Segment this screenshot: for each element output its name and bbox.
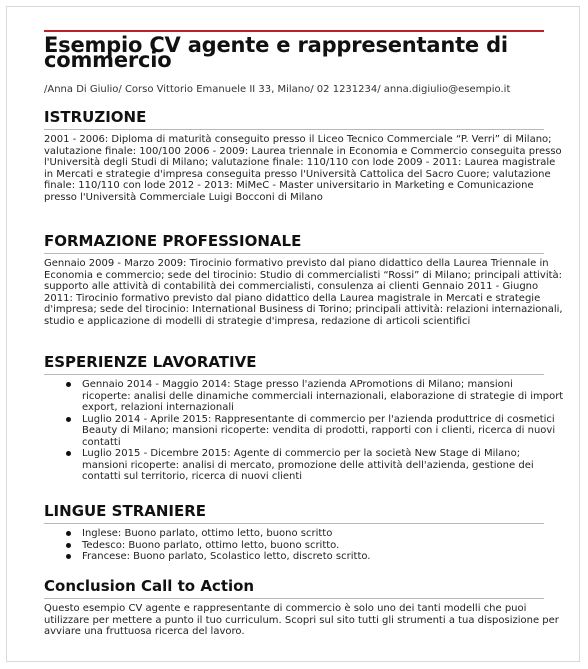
section-heading: FORMAZIONE PROFESSIONALE xyxy=(44,232,302,250)
list-item: Inglese: Buono parlato, ottimo letto, buono scritto xyxy=(82,528,564,540)
section-heading: LINGUE STRANIERE xyxy=(44,502,207,520)
section-heading: ESPERIENZE LAVORATIVE xyxy=(44,353,257,371)
section-conclusion xyxy=(44,577,564,638)
list-item: Gennaio 2014 - Maggio 2014: Stage presso l'azienda APromotions di Milano; mansioni ricoperte: analisi delle dinamiche commerciali internazionali, elaborazione di strategie di import export, relazioni internazionali xyxy=(82,379,564,413)
divider xyxy=(44,374,544,375)
list-item: Tedesco: Buono parlato, ottimo letto, buono scritto. xyxy=(82,540,564,552)
section-lingue xyxy=(44,502,564,563)
section-text: 2001 - 2006: Diploma di maturità conseguito presso il Liceo Tecnico Commerciale “P. Verri” di Milano; valutazione finale: 100/100 2006 - 2009: Laurea triennale in Economia e Commercio conseguita presso l'Università degli Studi di Milano; valutazione finale: 110/110 con lode 2009 - 2011: Laurea magistrale in Mercati e strategie d'impresa conseguita presso l'Università Cattolica del Sacro Cuore; valutazione finale: 110/110 con lode 2012 - 2013: MiMeC - Master universitario in Marketing e Comunicazione presso l'Università Commerciale Luigi Bocconi di Milano xyxy=(44,134,562,203)
page-title: Esempio CV agente e rappresentante di commercio xyxy=(44,33,508,72)
section-heading: ISTRUZIONE xyxy=(44,108,147,126)
section-formazione xyxy=(44,232,564,327)
list-item: Luglio 2015 - Dicembre 2015: Agente di commercio per la società New Stage di Milano; mansioni ricoperte: analisi di mercato, promozione delle attività dell'azienda, gestione dei contatti sul territorio, ricerca di nuovi clienti xyxy=(82,448,564,483)
section-text: Gennaio 2009 - Marzo 2009: Tirocinio formativo previsto dal piano didattico della Laurea Triennale in Economia e commercio; sede del tirocinio: Studio di commercialisti “Rossi” di Milano; principali attività: supporto alle attività di contabilità dei commercialisti, consulenza ai clienti Gennaio 2011 - Giugno 2011: Tirocinio formativo previsto dal piano didattico della Laurea magistrale in Mercati e strategie d'impresa; sede del tirocinio: International Business di Torino; principali attività: relazioni internazionali, studio e applicazione di modelli di strategie d'impresa, redazione di articoli scientifici xyxy=(44,258,563,327)
divider xyxy=(44,598,544,599)
contact-info: /Anna Di Giulio/ Corso Vittorio Emanuele II 33, Milano/ 02 1231234/ anna.digiulio@esempio.it xyxy=(44,84,511,95)
divider xyxy=(44,129,544,130)
divider xyxy=(44,253,544,254)
section-istruzione xyxy=(44,108,564,203)
divider xyxy=(44,523,544,524)
section-heading: Conclusion Call to Action xyxy=(44,577,255,595)
section-esperienze xyxy=(44,353,564,483)
language-list xyxy=(44,528,564,563)
section-text: Questo esempio CV agente e rappresentante di commercio è solo uno dei tanti modelli che puoi utilizzare per mettere a punto il tuo curriculum. Scopri sul sito tutti gli strumenti a tua disposizione per avviare una fruttuosa ricerca del lavoro. xyxy=(44,603,559,637)
list-item: Francese: Buono parlato, Scolastico letto, discreto scritto. xyxy=(82,551,564,563)
list-item: Luglio 2014 - Aprile 2015: Rappresentante di commercio per l'azienda produttrice di cosmetici Beauty di Milano; mansioni ricoperte: vendita di prodotti, rapporti con i clienti, ricerca di nuovi contatti xyxy=(82,414,564,449)
experience-list xyxy=(44,379,564,483)
page-frame xyxy=(6,6,580,662)
header-accent-line xyxy=(44,30,544,32)
